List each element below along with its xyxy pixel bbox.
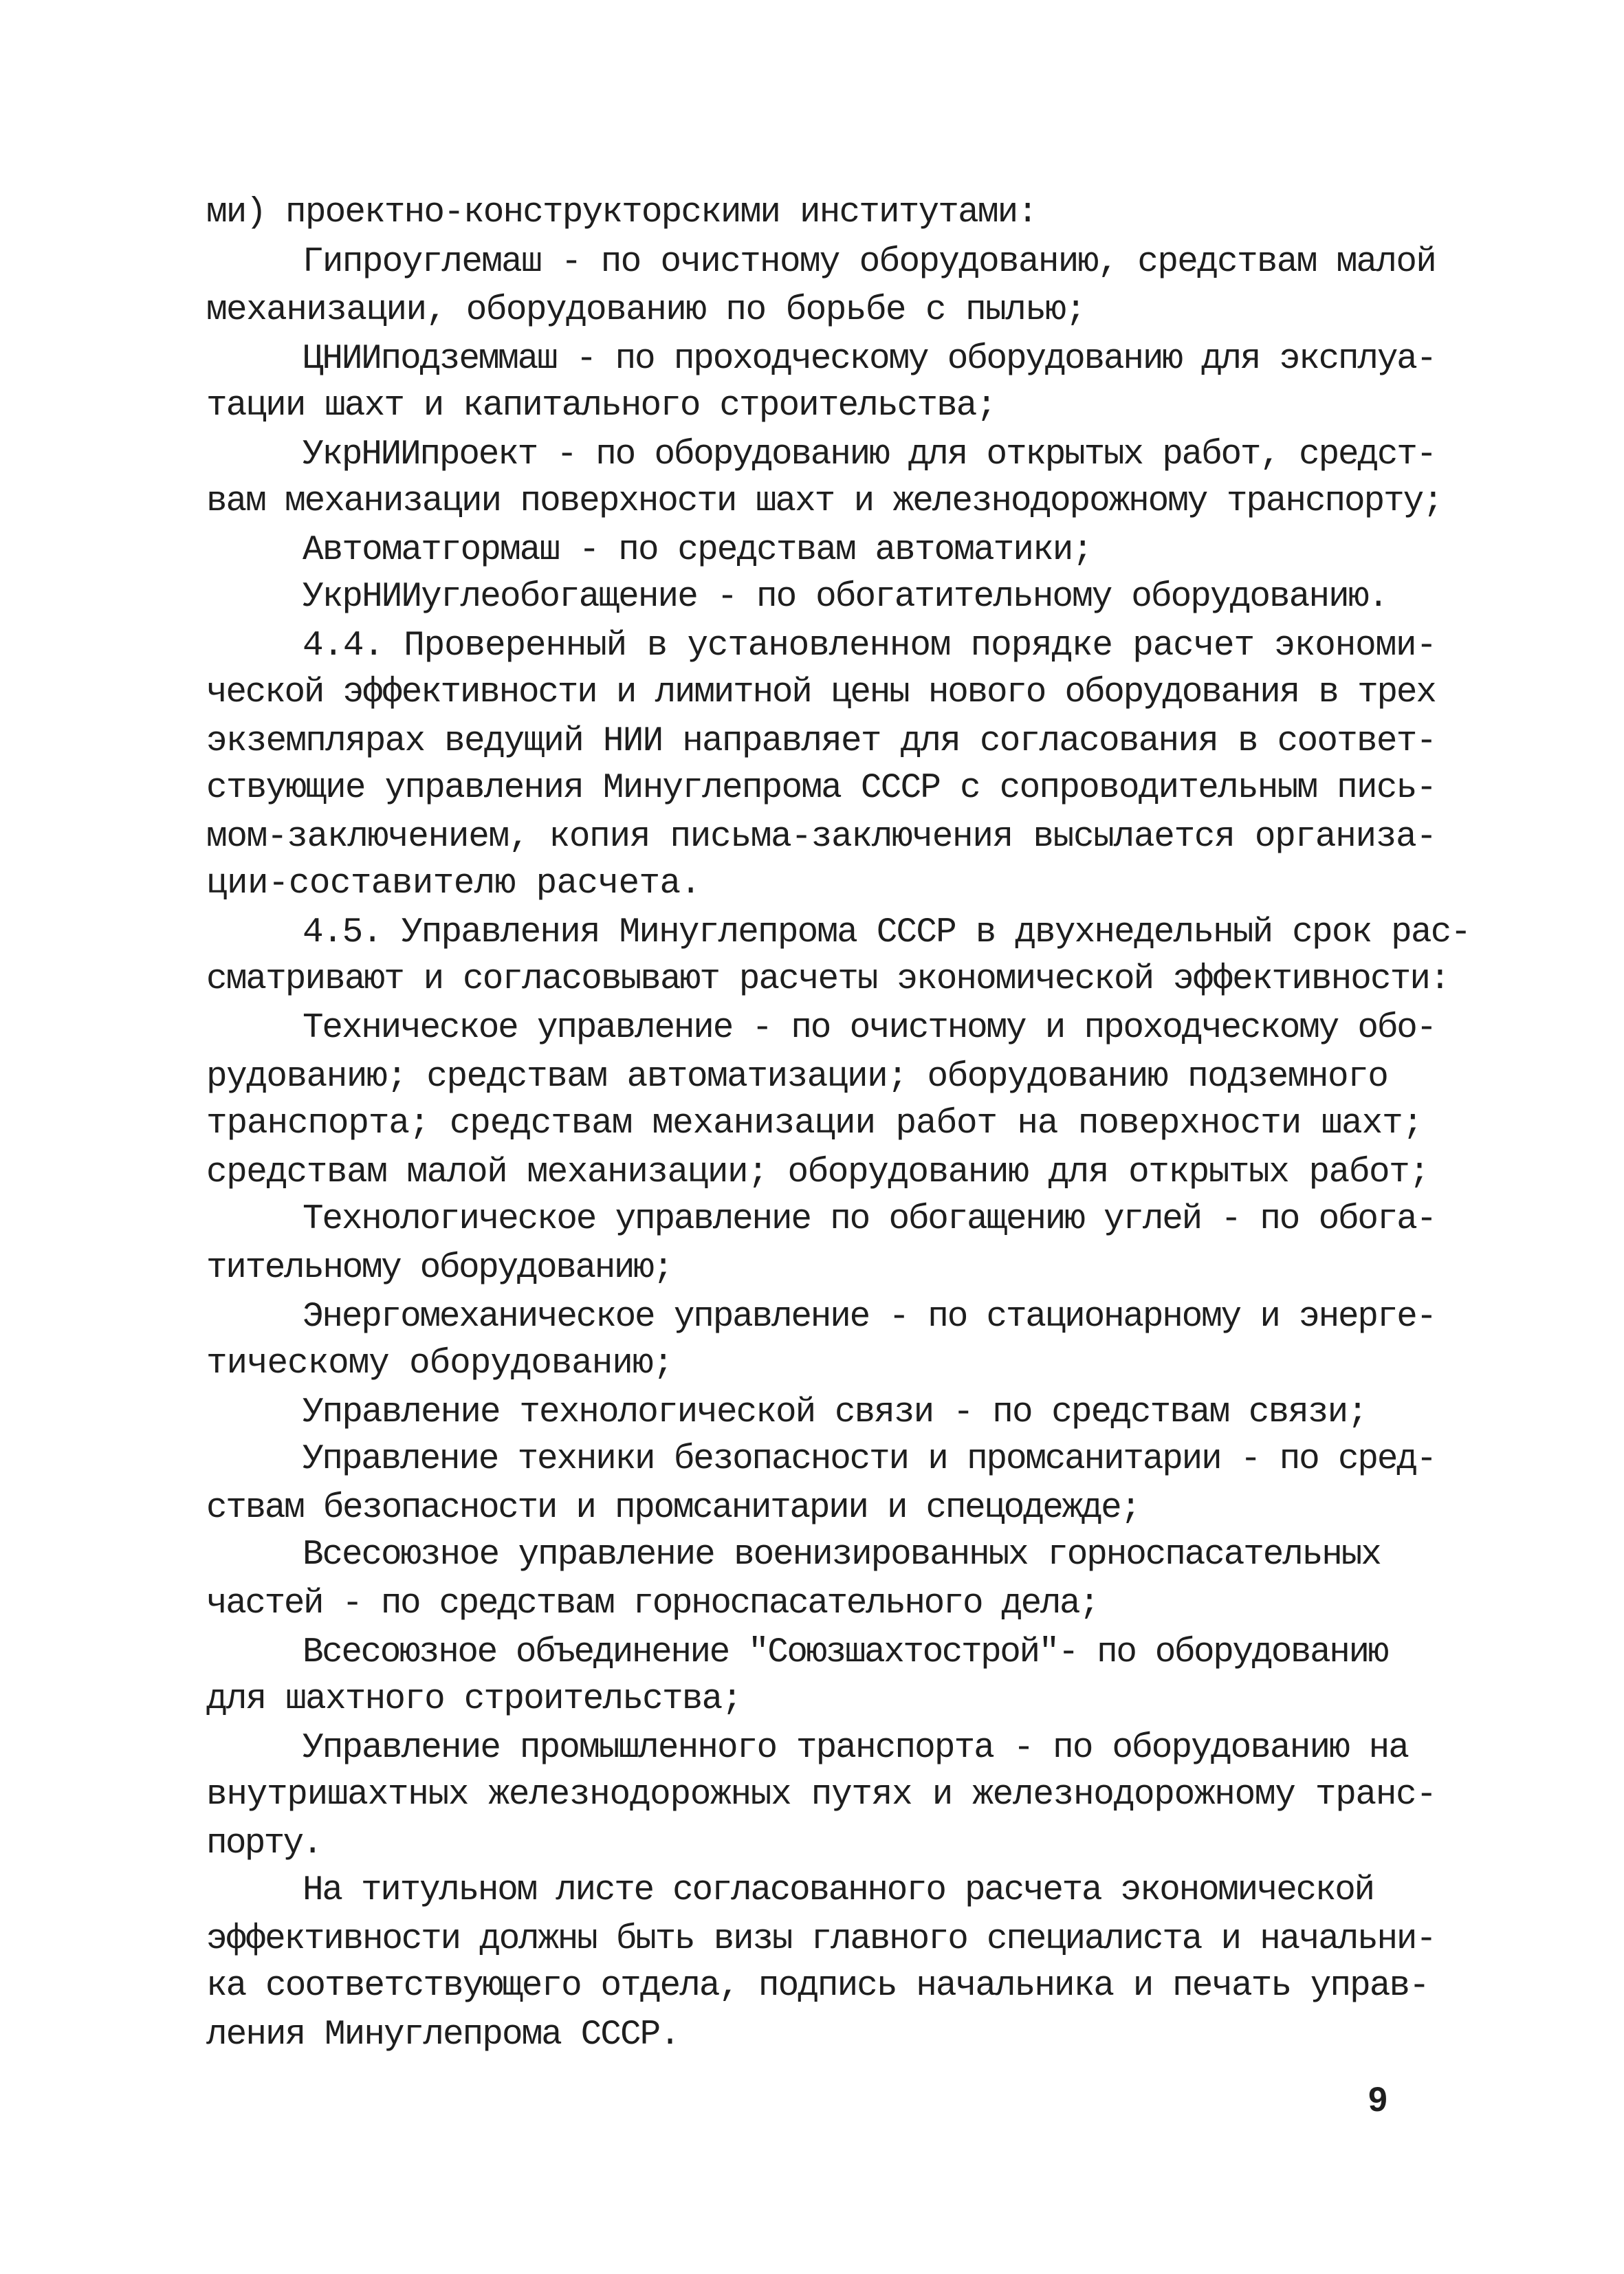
text-line: ми) проектно-конструкторскими институтами: — [206, 193, 1038, 232]
text-line: рудованию; средствам автоматизации; оборудованию подземного — [206, 1058, 1388, 1097]
text-line: механизации, оборудованию по борьбе с пылью; — [206, 291, 1086, 330]
text-line: Управление технологической связи - по средствам связи; — [303, 1393, 1367, 1432]
text-line: Управление техники безопасности и промсанитарии - по сред- — [303, 1440, 1436, 1479]
text-line: тительному оборудованию; — [206, 1249, 672, 1288]
text-line: для шахтного строительства; — [206, 1680, 742, 1719]
text-line: ка соответствующего отдела, подпись начальника и печать управ- — [206, 1967, 1429, 2006]
text-line: УкрНИИуглеобогащение - по обогатительному оборудованию. — [303, 578, 1388, 617]
text-line: эффективности должны быть визы главного специалиста и начальни- — [206, 1920, 1436, 1959]
text-line: 4.5. Управления Минуглепрома СССР в двухнедельный срок рас- — [303, 913, 1471, 952]
text-line: экземплярах ведущий НИИ направляет для согласования в соответ- — [206, 722, 1436, 761]
text-line: 4.4. Проверенный в установленном порядке расчет экономи- — [303, 626, 1436, 666]
page-number: 9 — [1368, 2080, 1387, 2119]
text-line: Энергомеханическое управление - по стационарному и энерге- — [303, 1298, 1436, 1337]
text-line: ствам безопасности и промсанитарии и спецодежде; — [206, 1489, 1140, 1528]
text-line: УкрНИИпроект - по оборудованию для открытых работ, средст- — [303, 435, 1436, 474]
text-line: Техническое управление - по очистному и проходческому обо- — [303, 1009, 1436, 1048]
text-line: тации шахт и капитального строительства; — [206, 386, 996, 426]
text-line: средствам малой механизации; оборудованию для открытых работ; — [206, 1153, 1429, 1192]
text-line: Гипроуглемаш - по очистному оборудованию, средствам малой — [303, 243, 1436, 282]
text-line: ческой эффективности и лимитной цены нового оборудования в трех — [206, 673, 1436, 712]
text-line: порту. — [206, 1824, 322, 1863]
text-line: транспорта; средствам механизации работ на поверхности шахт; — [206, 1104, 1423, 1144]
text-line: Всесоюзное объединение "Союзшахтострой"- по оборудованию — [303, 1633, 1387, 1672]
text-line: ствующие управления Минуглепрома СССР с сопроводительным пись- — [206, 769, 1436, 808]
text-line: Технологическое управление по обогащению углей - по обога- — [303, 1200, 1436, 1239]
text-line: вам механизации поверхности шахт и железнодорожному транспорту; — [206, 482, 1442, 521]
text-line: ЦНИИподземмаш - по проходческому оборудованию для эксплуа- — [303, 340, 1436, 379]
text-line: частей - по средствам горноспасательного дела; — [206, 1584, 1099, 1623]
text-line: ления Минуглепрома СССР. — [206, 2015, 679, 2055]
text-line: внутришахтных железнодорожных путях и железнодорожному транс- — [206, 1775, 1436, 1815]
text-line: ции-составителю расчета. — [206, 864, 701, 904]
text-line: Автоматгормаш - по средствам автоматики; — [303, 531, 1093, 570]
text-line: тическому оборудованию; — [206, 1344, 673, 1384]
text-line: мом-заключением, копия письма-заключения высылается организа- — [206, 818, 1436, 857]
text-line: На титульном листе согласованного расчета экономической — [303, 1871, 1374, 1910]
text-line: сматривают и согласовывают расчеты экономической эффективности: — [206, 960, 1449, 999]
text-line: Всесоюзное управление военизированных горноспасательных — [303, 1535, 1381, 1575]
text-line: Управление промышленного транспорта - по оборудованию на — [303, 1729, 1409, 1768]
